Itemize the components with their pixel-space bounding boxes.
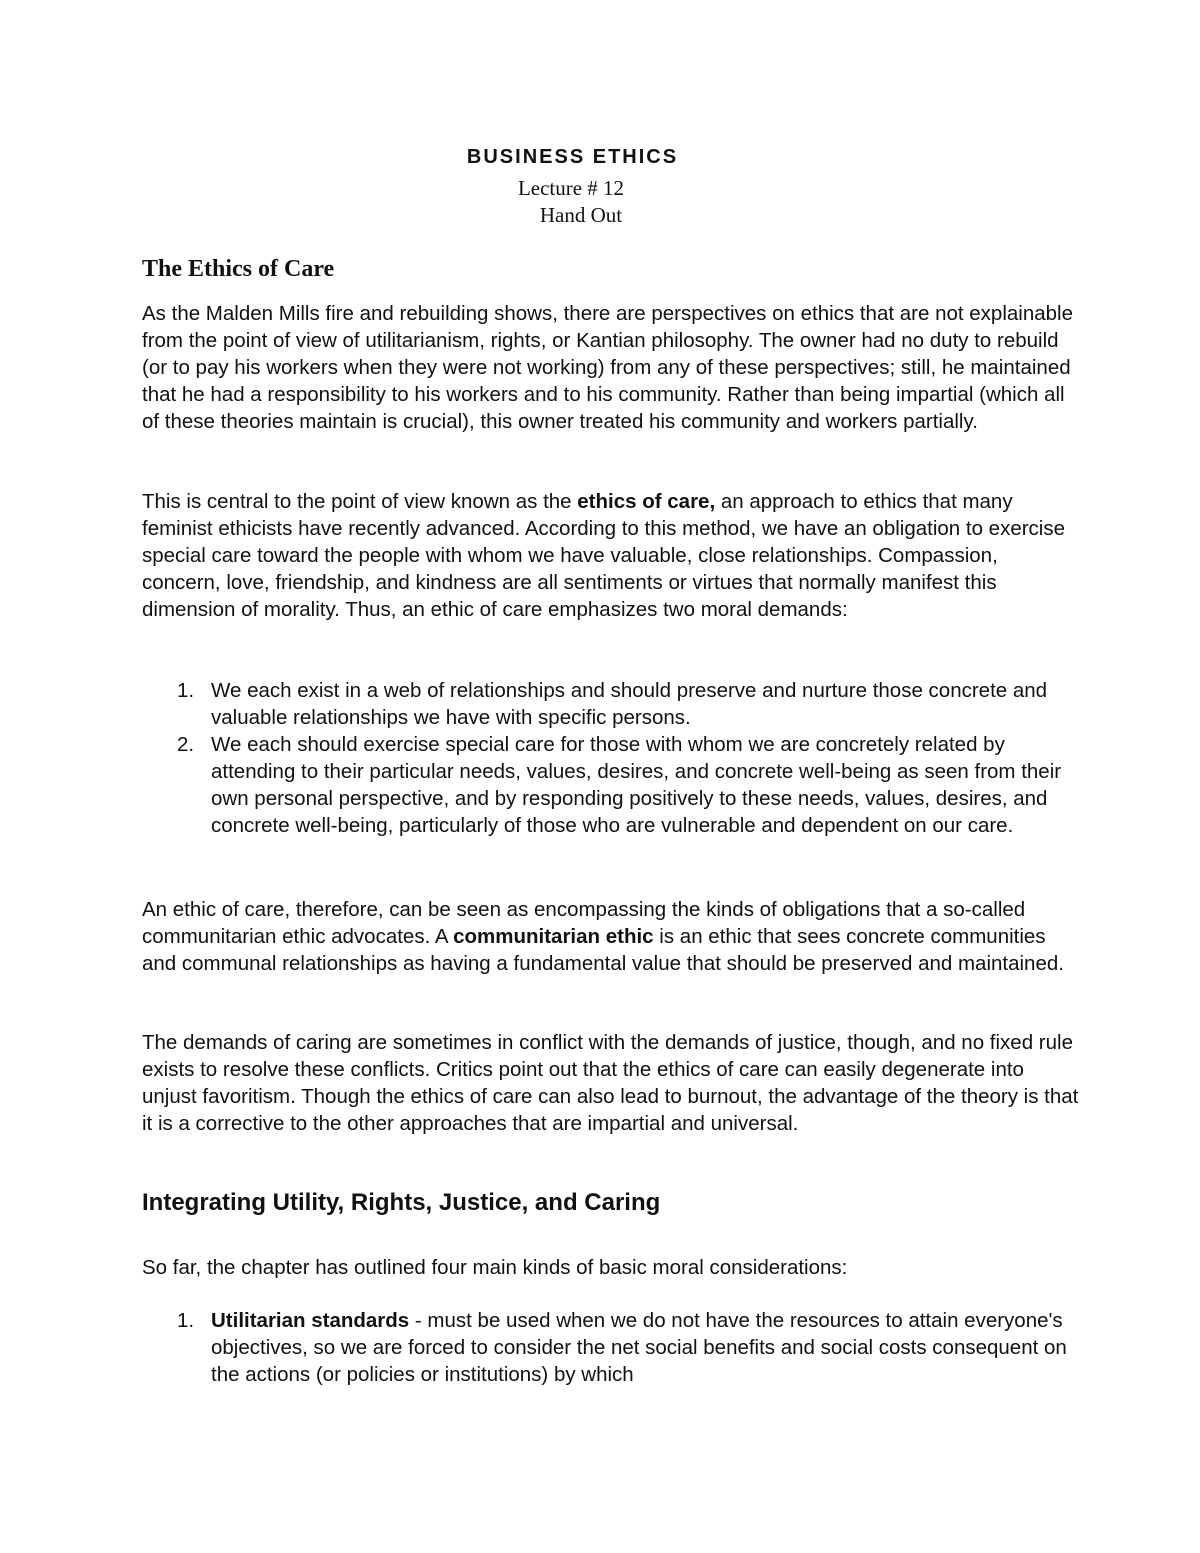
list-item-text: We each exist in a web of relationships and should preserve and nurture those concrete and valuable relationships we have with specific persons. bbox=[211, 679, 1048, 729]
moral-considerations-list bbox=[142, 1307, 1082, 1388]
paragraph-caring-vs-justice: The demands of caring are sometimes in conflict with the demands of justice, though, and no fixed rule exists to resolve these conflicts. Critics point out that the ethics of care can easily degenerate into unjust favoritism. Though the ethics of care can also lead to burnout, the advantage of the theory is that it is a corrective to the other approaches that are impartial and universal. bbox=[142, 1031, 1079, 1135]
list-item-text: - must be used when we do not have the resources to attain everyone's objectives, so we are forced to consider the net social benefits and social costs consequent on the actions (or policies or institutions) by which bbox=[211, 1309, 1067, 1386]
list-number: 1. bbox=[177, 1309, 195, 1332]
paragraph-considerations-intro: So far, the chapter has outlined four main kinds of basic moral considerations: bbox=[142, 1256, 848, 1279]
paragraph-ethics-of-care-intro bbox=[142, 488, 1082, 623]
section-heading-ethics-of-care: The Ethics of Care bbox=[142, 256, 335, 282]
moral-demands-list bbox=[142, 677, 1082, 839]
term-utilitarian-standards: Utilitarian standards bbox=[211, 1309, 410, 1332]
lecture-number: Lecture # 12 bbox=[517, 176, 625, 200]
term-communitarian-ethic: communitarian ethic bbox=[453, 925, 654, 948]
text-run: This is central to the point of view known as the bbox=[142, 490, 578, 513]
section-heading-integrating: Integrating Utility, Rights, Justice, and Caring bbox=[142, 1189, 661, 1216]
handout-label: Hand Out bbox=[539, 203, 623, 227]
list-item-text: We each should exercise special care for those with whom we are concretely related by attending to their particular needs, values, desires, and concrete well-being as seen from their own personal perspective, and by responding positively to these needs, values, desires, and concrete well-being, particularly of those who are vulnerable and dependent on our care. bbox=[211, 733, 1062, 837]
text-run: An ethic of care, therefore, can be seen as encompassing the kinds of obligations that a so-called communitarian ethic advocates. A bbox=[142, 898, 1026, 948]
text-run: is an ethic that sees concrete communities and communal relationships as having a fundamental value that should be preserved and maintained. bbox=[142, 925, 1064, 975]
term-ethics-of-care: ethics of care, bbox=[577, 490, 716, 513]
list-item bbox=[142, 731, 1082, 839]
list-number: 2. bbox=[177, 733, 195, 756]
paragraph-malden-mills: As the Malden Mills fire and rebuilding shows, there are perspectives on ethics that are not explainable from the point of view of utilitarianism, rights, or Kantian philosophy. The owner had no duty to rebuild (or to pay his workers when they were not working) from any of these perspectives; still, he maintained that he had a responsibility to his workers and to his community. Rather than being impartial (which all of these theories maintain is crucial), this owner treated his community and workers partially. bbox=[142, 302, 1073, 433]
list-item bbox=[142, 677, 1082, 731]
document-title: BUSINESS ETHICS bbox=[466, 146, 679, 168]
list-item bbox=[142, 1307, 1082, 1388]
paragraph-communitarian-ethic bbox=[142, 896, 1082, 977]
list-number: 1. bbox=[177, 679, 195, 702]
text-run: an approach to ethics that many feminist ethicists have recently advanced. According to this method, we have an obligation to exercise special care toward the people with whom we have valuable, close relationships. Compassion, concern, love, friendship, and kindness are all sentiments or virtues that normally manifest this dimension of morality. Thus, an ethic of care emphasizes two moral demands: bbox=[142, 490, 1066, 621]
